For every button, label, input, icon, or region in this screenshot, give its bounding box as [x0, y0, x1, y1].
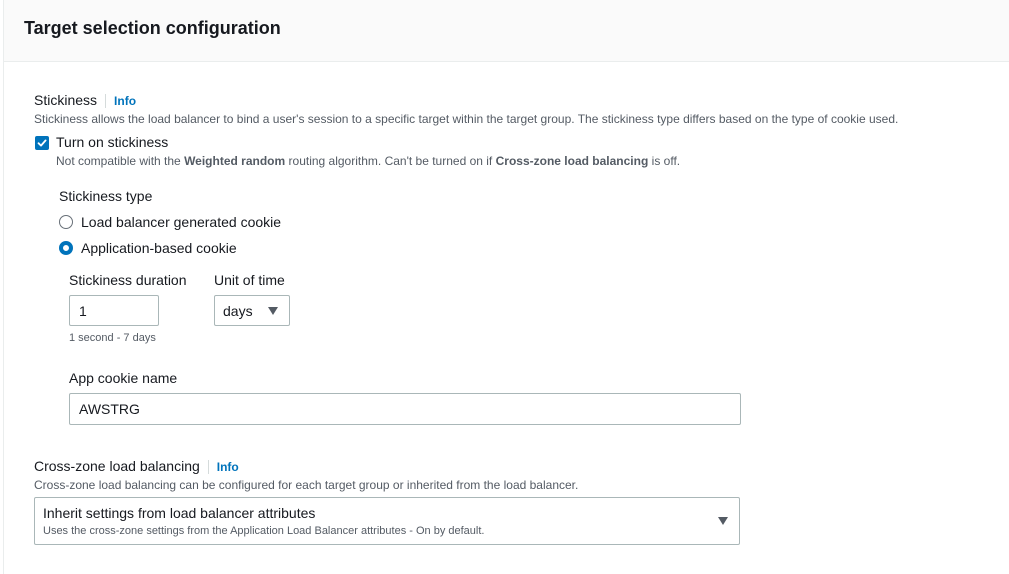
- panel-title: Target selection configuration: [24, 18, 281, 38]
- caret-down-icon: [268, 307, 278, 315]
- stickiness-type-label: Stickiness type: [59, 188, 153, 204]
- stickiness-duration-input[interactable]: [69, 295, 159, 326]
- cross-zone-select[interactable]: [34, 497, 740, 545]
- cross-zone-info-link[interactable]: Info: [208, 460, 239, 474]
- note-middle: routing algorithm. Can't be turned on if: [285, 154, 496, 168]
- stickiness-heading: [34, 92, 136, 110]
- note-weighted-random: Weighted random: [184, 154, 286, 168]
- unit-of-time-value: days: [223, 303, 253, 319]
- radio-load-balancer-cookie-label[interactable]: Load balancer generated cookie: [81, 214, 282, 230]
- cross-zone-select-value: Inherit settings from load balancer attributes: [43, 505, 316, 521]
- stickiness-checkbox-label[interactable]: Turn on stickiness: [56, 134, 169, 150]
- cross-zone-heading: [34, 458, 239, 476]
- note-prefix: Not compatible with the: [56, 154, 185, 168]
- target-selection-panel: [3, 0, 1009, 574]
- stickiness-label: Stickiness: [34, 92, 98, 108]
- stickiness-checkbox-note: [56, 154, 680, 168]
- radio-application-cookie[interactable]: [59, 241, 73, 255]
- stickiness-description: Stickiness allows the load balancer to bind a user's session to a specific target within the target group. The stickiness type differs based on the type of cookie used.: [34, 112, 899, 126]
- cross-zone-description: Cross-zone load balancing can be configured for each target group or inherited from the load balancer.: [34, 478, 579, 492]
- note-suffix: is off.: [648, 154, 681, 168]
- app-cookie-name-label: App cookie name: [69, 370, 178, 386]
- radio-application-cookie-label[interactable]: Application-based cookie: [81, 240, 237, 256]
- cross-zone-select-description: Uses the cross-zone settings from the Application Load Balancer attributes - On by default.: [43, 525, 485, 537]
- panel-header: [4, 0, 1009, 62]
- unit-of-time-select[interactable]: [214, 295, 290, 326]
- stickiness-duration-label: Stickiness duration: [69, 272, 187, 288]
- stickiness-checkbox[interactable]: [35, 136, 49, 150]
- stickiness-duration-hint: 1 second - 7 days: [69, 332, 156, 344]
- unit-of-time-label: Unit of time: [214, 272, 285, 288]
- cross-zone-label: Cross-zone load balancing: [34, 458, 200, 474]
- radio-load-balancer-cookie[interactable]: [59, 215, 73, 229]
- note-cross-zone: Cross-zone load balancing: [495, 154, 649, 168]
- caret-down-icon: [718, 517, 728, 525]
- app-cookie-name-input[interactable]: [69, 393, 741, 425]
- checkmark-icon: [37, 138, 47, 148]
- stickiness-info-link[interactable]: Info: [105, 94, 136, 108]
